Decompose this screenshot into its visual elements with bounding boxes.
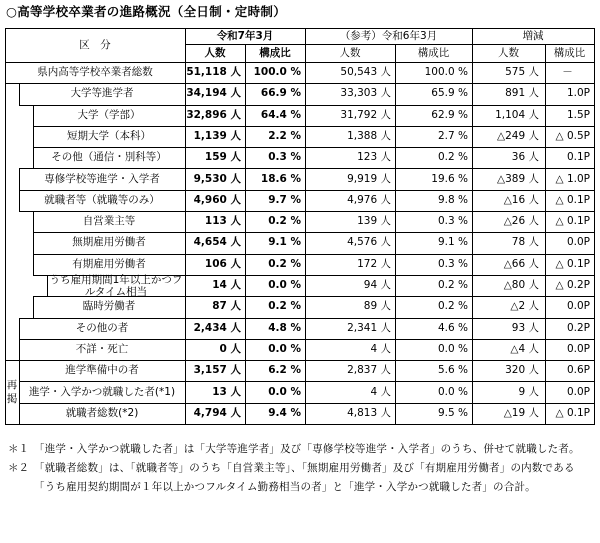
row-7-change-count-text: △26 人 (503, 215, 539, 228)
row-12-current-count (185, 318, 241, 339)
row-14-current-count-text: 3,157 人 (193, 364, 241, 377)
row-12-change-ratio-text: 0.2P (566, 321, 590, 334)
footnote-2-text: 「就職者総数」は、「就職者等」のうち「自営業主等」、「無期雇用労働者」及び「有期雇用労働者」の内数である「うち雇用契約期間が１年以上かつフルタイム勤務相当の者」と「進学・入学かつ就職した者」の合計。 (34, 462, 575, 493)
row-2-change-ratio-text: 1.5P (566, 108, 590, 121)
row-6-reference-count (305, 190, 391, 211)
row-4-reference-ratio-text: 0.2 % (437, 151, 468, 164)
row-0-change-count-text: 575 人 (505, 66, 539, 79)
header-sub-1 (245, 44, 305, 62)
row-14-label-text: 進学準備中の者 (65, 364, 139, 377)
row-1-reference-count (305, 83, 391, 104)
row-0-current-ratio (245, 62, 301, 83)
row-11-reference-ratio-text: 0.2 % (437, 300, 468, 313)
row-9-current-count-text: 106 人 (204, 257, 241, 270)
row-9-label-text: 有期雇用労働者 (72, 257, 146, 270)
row-9-reference-count-text: 172 人 (357, 257, 391, 270)
row-1-change-count (472, 83, 539, 104)
header-sub-2-text: 人数 (339, 46, 361, 59)
row-14-label (19, 360, 185, 381)
row-6-current-ratio (245, 190, 301, 211)
row-10-reference-ratio-text: 0.2 % (437, 279, 468, 292)
row-14-change-count (472, 360, 539, 381)
row-15-label (19, 381, 185, 402)
row-1-label (19, 83, 185, 104)
row-12-reference-count (305, 318, 391, 339)
row-6-change-count (472, 190, 539, 211)
header-sub-0 (185, 44, 245, 62)
header-rule (185, 44, 594, 45)
row-7-current-count-text: 113 人 (204, 215, 241, 228)
row-5-change-count-text: △389 人 (497, 172, 539, 185)
row-6-change-ratio (545, 190, 590, 211)
row-8-label (33, 232, 185, 253)
row-0-change-count (472, 62, 539, 83)
row-9-current-ratio-text: 0.2 % (268, 257, 301, 270)
row-11-label-text: 臨時労働者 (82, 300, 136, 313)
row-8-change-ratio (545, 232, 590, 253)
row-4-reference-count (305, 147, 391, 168)
row-4-change-count-text: 36 人 (511, 151, 539, 164)
row-2-label-text: 大学（学部） (77, 108, 141, 121)
page-title: ○高等学校卒業者の進路概況（全日制・定時制） (6, 4, 287, 19)
row-0-current-count-text: 51,118 人 (186, 66, 241, 79)
row-15-change-ratio-text: 0.0P (566, 385, 590, 398)
row-4-reference-count-text: 123 人 (357, 151, 391, 164)
row-7-reference-count-text: 139 人 (357, 215, 391, 228)
header-change-text: 増減 (522, 29, 544, 42)
row-9-reference-ratio-text: 0.3 % (437, 257, 468, 270)
row-13-change-ratio (545, 339, 590, 360)
row-14-change-count-text: 320 人 (505, 364, 539, 377)
header-change (472, 28, 594, 44)
row-14-current-count (185, 360, 241, 381)
row-13-reference-ratio-text: 0.0 % (437, 342, 468, 355)
row-6-reference-ratio (395, 190, 468, 211)
row-11-change-ratio (545, 296, 590, 317)
row-10-change-ratio (545, 275, 590, 296)
row-13-label-text: 不詳・死亡 (75, 342, 129, 355)
row-5-current-count (185, 168, 241, 189)
row-4-current-count-text: 159 人 (204, 151, 241, 164)
row-10-reference-ratio (395, 275, 468, 296)
row-14-change-ratio (545, 360, 590, 381)
row-6-reference-count-text: 4,976 人 (347, 193, 391, 206)
header-sub-4-text: 人数 (498, 46, 519, 59)
row-8-label-text: 無期雇用労働者 (72, 236, 146, 249)
row-16-change-count-text: △19 人 (503, 406, 539, 419)
row-5-label-text: 専修学校等進学・入学者 (44, 172, 160, 185)
row-8-change-count (472, 232, 539, 253)
row-2-current-ratio-text: 64.4 % (260, 108, 301, 121)
row-7-current-ratio-text: 0.2 % (268, 215, 301, 228)
row-2-change-ratio (545, 105, 590, 126)
row-6-current-count (185, 190, 241, 211)
row-7-label (33, 211, 185, 232)
header-current-text: 令和7年3月 (216, 29, 274, 42)
row-0-change-ratio (545, 62, 590, 83)
row-10-current-ratio-text: 0.0 % (268, 279, 301, 292)
row-1-reference-count-text: 33,303 人 (340, 87, 391, 100)
row-3-current-count-text: 1,139 人 (193, 130, 241, 143)
row-12-change-ratio (545, 318, 590, 339)
row-0-reference-ratio-text: 100.0 % (424, 66, 468, 79)
row-12-change-count (472, 318, 539, 339)
row-8-reference-count-text: 4,576 人 (347, 236, 391, 249)
row-9-reference-count (305, 254, 391, 275)
header-sub-0-text: 人数 (204, 46, 226, 59)
row-4-current-ratio-text: 0.3 % (268, 151, 301, 164)
row-9-label (33, 254, 185, 275)
row-3-change-count-text: △249 人 (497, 130, 539, 143)
row-0-label-text: 県内高等学校卒業者総数 (37, 66, 153, 79)
row-9-current-count (185, 254, 241, 275)
row-8-reference-ratio (395, 232, 468, 253)
header-reference (305, 28, 472, 44)
footnote-1-mark: ＊１ (8, 443, 29, 455)
row-9-reference-ratio (395, 254, 468, 275)
row-3-current-ratio-text: 2.2 % (268, 130, 301, 143)
row-14-reference-count (305, 360, 391, 381)
row-11-current-count (185, 296, 241, 317)
row-16-label-text: 就職者総数(*2) (65, 406, 139, 419)
row-4-change-ratio (545, 147, 590, 168)
row-7-change-ratio (545, 211, 590, 232)
row-15-reference-count (305, 381, 391, 402)
row-13-change-count-text: △4 人 (510, 342, 539, 355)
row-11-change-count-text: △2 人 (510, 300, 539, 313)
row-4-reference-ratio (395, 147, 468, 168)
row-2-change-count (472, 105, 539, 126)
row-15-current-ratio-text: 0.0 % (268, 385, 301, 398)
footnote-1-text: 「進学・入学かつ就職した者」は「大学等進学者」及び「専修学校等進学・入学者」のうち、併せて就職した者。 (34, 443, 580, 455)
row-12-reference-count-text: 2,341 人 (347, 321, 391, 334)
row-2-change-count-text: 1,104 人 (495, 108, 539, 121)
row-12-reference-ratio (395, 318, 468, 339)
row-13-current-count-text: 0 人 (219, 342, 241, 355)
row-10-change-count-text: △80 人 (503, 279, 539, 292)
row-16-label (19, 403, 185, 424)
row-11-current-count-text: 87 人 (212, 300, 241, 313)
row-4-current-count (185, 147, 241, 168)
row-7-reference-count (305, 211, 391, 232)
header-sub-5 (545, 44, 594, 62)
row-2-reference-ratio (395, 105, 468, 126)
row-3-label (33, 126, 185, 147)
row-13-current-ratio (245, 339, 301, 360)
row-10-current-count-text: 14 人 (212, 279, 241, 292)
row-16-current-ratio (245, 403, 301, 424)
row-13-change-count (472, 339, 539, 360)
row-1-current-ratio (245, 83, 301, 104)
row-8-current-ratio-text: 9.1 % (268, 236, 301, 249)
row-13-reference-count-text: 4 人 (370, 342, 391, 355)
row-10-label (47, 275, 185, 296)
row-12-reference-ratio-text: 4.6 % (437, 321, 468, 334)
row-3-label-text: 短期大学（本科） (67, 130, 151, 143)
row-2-label (33, 105, 185, 126)
row-15-reference-ratio (395, 381, 468, 402)
row-0-current-count (185, 62, 241, 83)
row-16-change-count (472, 403, 539, 424)
row-6-label (19, 190, 185, 211)
row-5-current-count-text: 9,530 人 (193, 172, 241, 185)
row-4-current-ratio (245, 147, 301, 168)
row-6-current-count-text: 4,960 人 (193, 193, 241, 206)
row-16-current-count-text: 4,794 人 (193, 406, 241, 419)
row-8-current-count (185, 232, 241, 253)
row-8-reference-ratio-text: 9.1 % (437, 236, 468, 249)
row-8-current-ratio (245, 232, 301, 253)
row-4-label-text: その他（通信・別科等） (51, 151, 167, 164)
row-6-label-text: 就職者等（就職等のみ） (44, 193, 160, 206)
row-15-reference-ratio-text: 0.0 % (437, 385, 468, 398)
row-0-reference-count-text: 50,543 人 (340, 66, 391, 79)
row-7-change-count (472, 211, 539, 232)
row-2-reference-ratio-text: 62.9 % (431, 108, 468, 121)
row-5-current-ratio (245, 168, 301, 189)
row-1-change-ratio-text: 1.0P (566, 87, 590, 100)
footnotes (8, 440, 593, 497)
row-5-reference-count-text: 9,919 人 (347, 172, 391, 185)
row-14-reference-count-text: 2,837 人 (347, 364, 391, 377)
row-15-reference-count-text: 4 人 (370, 385, 391, 398)
row-15-change-count-text: 9 人 (518, 385, 539, 398)
row-3-change-ratio (545, 126, 590, 147)
row-7-current-ratio (245, 211, 301, 232)
row-15-label-text: 進学・入学かつ就職した者(*1) (28, 386, 176, 399)
row-13-label (19, 339, 185, 360)
row-6-change-count-text: △16 人 (503, 193, 539, 206)
row-10-current-count (185, 275, 241, 296)
row-3-reference-count-text: 1,388 人 (347, 130, 391, 143)
row-10-reference-count-text: 94 人 (363, 279, 391, 292)
row-2-current-count-text: 32,896 人 (186, 108, 241, 121)
row-13-reference-ratio (395, 339, 468, 360)
row-10-change-ratio-text: △ 0.2P (555, 279, 590, 292)
row-5-reference-count (305, 168, 391, 189)
row-12-current-ratio (245, 318, 301, 339)
row-13-change-ratio-text: 0.0P (566, 342, 590, 355)
row-12-label (19, 318, 185, 339)
row-11-reference-count (305, 296, 391, 317)
row-16-reference-ratio-text: 9.5 % (437, 406, 468, 419)
row-15-change-ratio (545, 381, 590, 402)
row-11-reference-count-text: 89 人 (363, 300, 391, 313)
header-category-text: 区 分 (79, 38, 111, 51)
header-category (5, 28, 185, 62)
row-1-change-count-text: 891 人 (505, 87, 539, 100)
row-4-change-ratio-text: 0.1P (566, 151, 590, 164)
row-10-change-count (472, 275, 539, 296)
row-0-label (5, 62, 185, 83)
row-5-change-ratio (545, 168, 590, 189)
row-16-current-ratio-text: 9.4 % (268, 406, 301, 419)
row-6-change-ratio-text: △ 0.1P (555, 193, 590, 206)
row-2-current-ratio (245, 105, 301, 126)
row-16-current-count (185, 403, 241, 424)
row-7-current-count (185, 211, 241, 232)
row-15-current-count-text: 13 人 (212, 385, 241, 398)
row-3-reference-count (305, 126, 391, 147)
row-1-current-count (185, 83, 241, 104)
row-2-reference-count (305, 105, 391, 126)
row-11-reference-ratio (395, 296, 468, 317)
row-10-reference-count (305, 275, 391, 296)
row-4-label (33, 147, 185, 168)
row-0-reference-ratio (395, 62, 468, 83)
row-16-change-ratio-text: △ 0.1P (555, 406, 590, 419)
row-14-current-ratio-text: 6.2 % (268, 364, 301, 377)
header-sub-4 (472, 44, 545, 62)
row-5-label (19, 168, 185, 189)
row-0-current-ratio-text: 100.0 % (253, 66, 301, 79)
row-16-reference-ratio (395, 403, 468, 424)
row-7-reference-ratio (395, 211, 468, 232)
row-14-reference-ratio-text: 5.6 % (437, 364, 468, 377)
row-3-reference-ratio (395, 126, 468, 147)
side-label-text: 再 掲 (6, 379, 18, 406)
header-sub-3 (395, 44, 472, 62)
row-12-current-ratio-text: 4.8 % (268, 321, 301, 334)
row-1-reference-ratio-text: 65.9 % (431, 87, 468, 100)
row-1-change-ratio (545, 83, 590, 104)
row-8-reference-count (305, 232, 391, 253)
row-7-label-text: 自営業主等 (82, 215, 136, 228)
row-12-label-text: その他の者 (75, 321, 129, 334)
row-3-reference-ratio-text: 2.7 % (437, 130, 468, 143)
row-3-change-ratio-text: △ 0.5P (555, 130, 590, 143)
row-0-change-ratio-text: － (562, 66, 573, 79)
row-5-reference-ratio-text: 19.6 % (431, 172, 468, 185)
table-border-bottom (5, 424, 594, 425)
row-15-current-count (185, 381, 241, 402)
header-sub-1-text: 構成比 (259, 46, 291, 59)
row-16-change-ratio (545, 403, 590, 424)
row-9-change-ratio-text: △ 0.1P (555, 257, 590, 270)
row-12-change-count-text: 93 人 (511, 321, 539, 334)
row-9-change-count-text: △66 人 (503, 257, 539, 270)
row-3-current-count (185, 126, 241, 147)
row-5-change-count (472, 168, 539, 189)
table-border-right (594, 28, 595, 425)
row-14-current-ratio (245, 360, 301, 381)
row-6-reference-ratio-text: 9.8 % (437, 193, 468, 206)
row-14-reference-ratio (395, 360, 468, 381)
header-sub-5-text: 構成比 (553, 46, 586, 59)
row-6-current-ratio-text: 9.7 % (268, 193, 301, 206)
row-9-current-ratio (245, 254, 301, 275)
row-12-current-count-text: 2,434 人 (193, 321, 241, 334)
row-1-current-ratio-text: 66.9 % (260, 87, 301, 100)
row-15-current-ratio (245, 381, 301, 402)
row-2-current-count (185, 105, 241, 126)
row-1-current-count-text: 34,194 人 (186, 87, 241, 100)
row-5-reference-ratio (395, 168, 468, 189)
row-2-reference-count-text: 31,792 人 (340, 108, 391, 121)
row-0-reference-count (305, 62, 391, 83)
row-16-reference-count (305, 403, 391, 424)
row-11-label (33, 296, 185, 317)
footnote-2-mark: ＊２ (8, 462, 29, 474)
row-11-current-ratio-text: 0.2 % (268, 300, 301, 313)
header-reference-text: （参考）令和6年3月 (339, 29, 438, 42)
row-3-change-count (472, 126, 539, 147)
row-8-change-ratio-text: 0.0P (566, 236, 590, 249)
row-1-label-text: 大学等進学者 (70, 87, 134, 100)
side-label-reprint (5, 360, 19, 424)
results-table (5, 28, 594, 424)
row-16-reference-count-text: 4,813 人 (347, 406, 391, 419)
row-15-change-count (472, 381, 539, 402)
row-8-current-count-text: 4,654 人 (193, 236, 241, 249)
row-13-current-ratio-text: 0.0 % (268, 342, 301, 355)
row-5-change-ratio-text: △ 1.0P (555, 172, 590, 185)
row-10-label-text: うち雇用期間1年以上かつフルタイム相当 (49, 273, 183, 298)
row-9-change-ratio (545, 254, 590, 275)
row-13-reference-count (305, 339, 391, 360)
row-11-current-ratio (245, 296, 301, 317)
row-10-current-ratio (245, 275, 301, 296)
row-1-reference-ratio (395, 83, 468, 104)
row-7-change-ratio-text: △ 0.1P (555, 215, 590, 228)
footnote-2 (8, 459, 593, 497)
row-11-change-count (472, 296, 539, 317)
row-13-current-count (185, 339, 241, 360)
row-9-change-count (472, 254, 539, 275)
row-14-change-ratio-text: 0.6P (566, 364, 590, 377)
row-4-change-count (472, 147, 539, 168)
row-5-current-ratio-text: 18.6 % (260, 172, 301, 185)
header-current (185, 28, 305, 44)
row-7-reference-ratio-text: 0.3 % (437, 215, 468, 228)
row-8-change-count-text: 78 人 (511, 236, 539, 249)
footnote-1 (8, 440, 593, 459)
row-3-current-ratio (245, 126, 301, 147)
header-sub-3-text: 構成比 (417, 46, 450, 59)
row-11-change-ratio-text: 0.0P (566, 300, 590, 313)
header-sub-2 (305, 44, 395, 62)
